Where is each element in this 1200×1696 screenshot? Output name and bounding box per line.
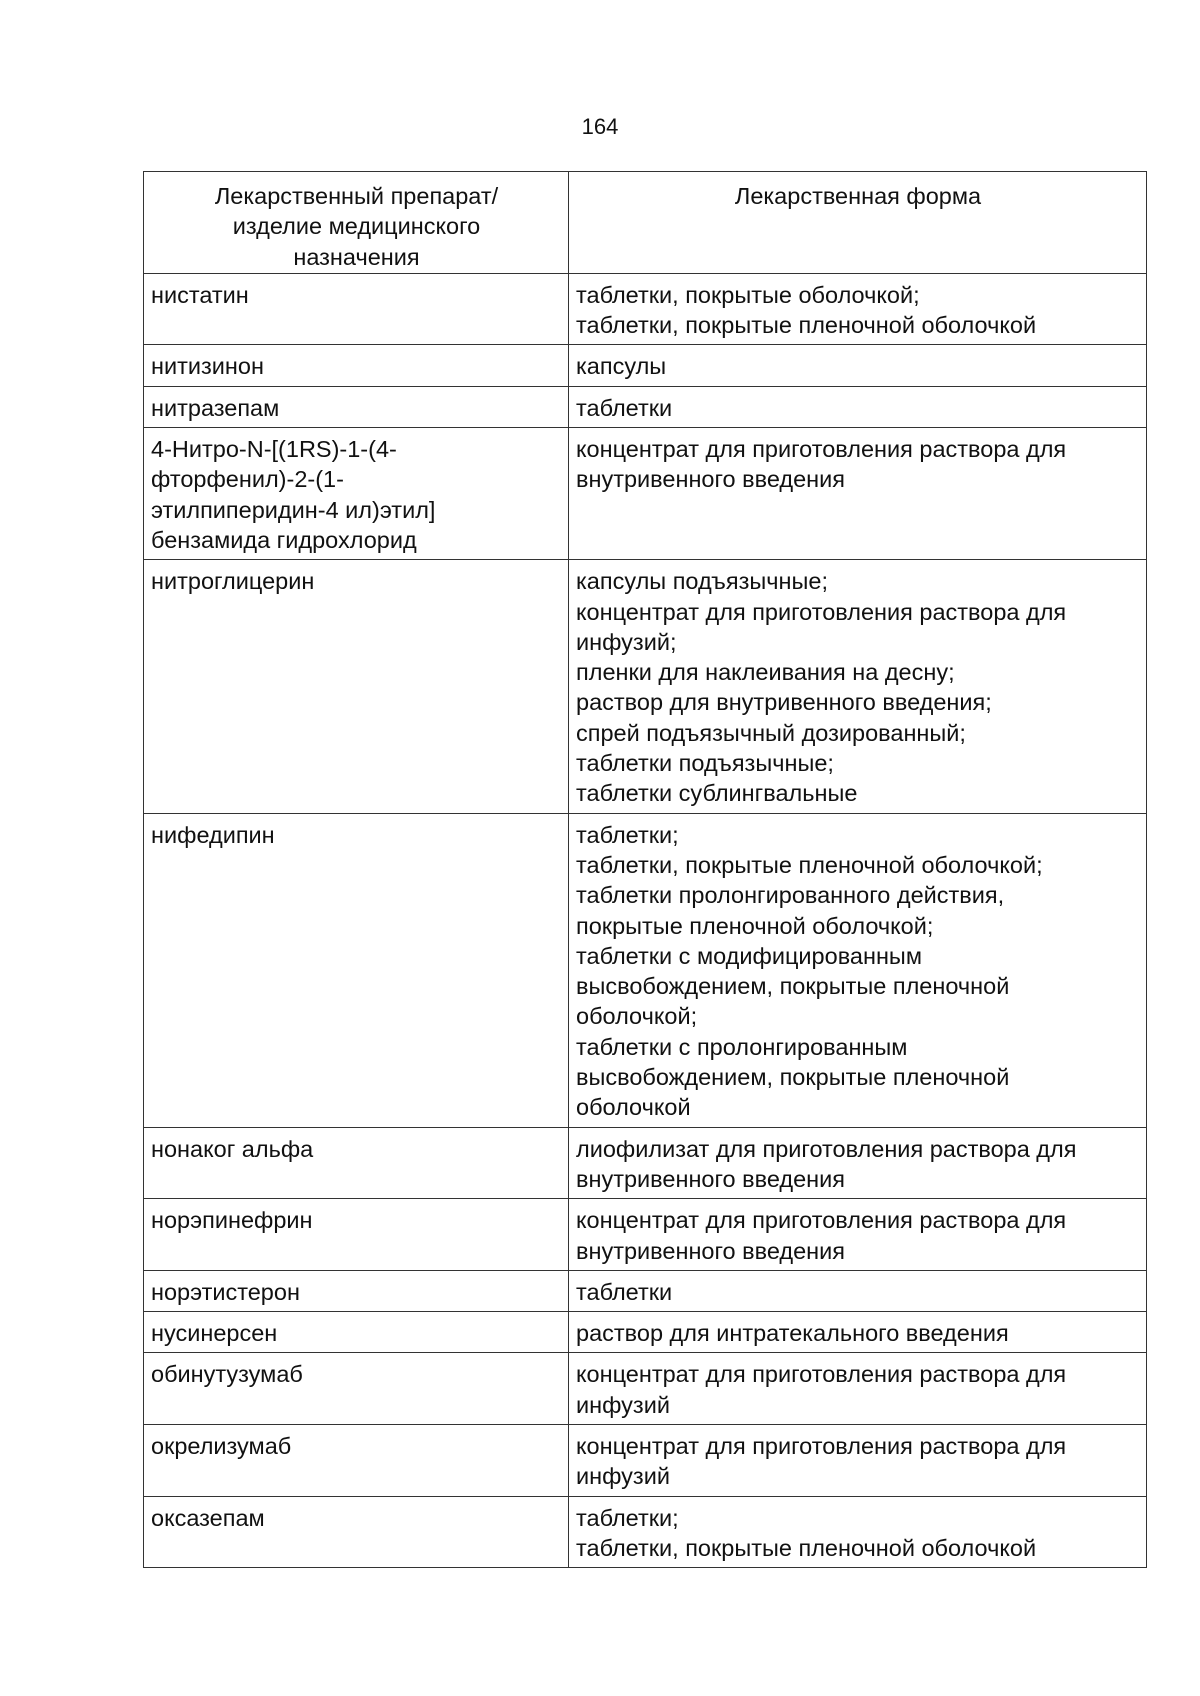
dosage-form-line: раствор для внутривенного введения; [576, 689, 992, 716]
drug-name-cell [144, 386, 569, 427]
dosage-form-cell [569, 1312, 1147, 1353]
dosage-form-cell [569, 1199, 1147, 1271]
table-body [144, 273, 1147, 1567]
dosage-form-line: покрытые пленочной оболочкой; [576, 912, 934, 939]
table-row [144, 1496, 1147, 1568]
dosage-form-line: внутривенного введения [576, 1237, 846, 1264]
table-row [144, 386, 1147, 427]
dosage-form-line: капсулы [576, 353, 667, 380]
dosage-form-cell [569, 1270, 1147, 1311]
header-line: Лекарственная форма [734, 183, 982, 209]
dosage-form-line: таблетки пролонгированного действия, [576, 882, 1005, 909]
drug-name-line: фторфенил)-2-(1- [151, 466, 344, 493]
drug-name-cell [144, 1127, 569, 1199]
table-row [144, 1199, 1147, 1271]
dosage-form-line: инфузий [576, 1391, 670, 1418]
dosage-form-line: таблетки; [576, 1504, 679, 1531]
drug-name-line: 4-Нитро-N-[(1RS)-1-(4- [151, 436, 397, 463]
drug-name-line: нитразепам [151, 394, 280, 421]
dosage-form-cell [569, 813, 1147, 1127]
drug-name-cell [144, 560, 569, 813]
drug-name-cell [144, 1199, 569, 1271]
dosage-form-line: спрей подъязычный дозированный; [576, 719, 966, 746]
dosage-form-line: таблетки, покрытые пленочной оболочкой [576, 312, 1037, 339]
dosage-form-line: таблетки [576, 1278, 673, 1305]
dosage-form-line: таблетки [576, 394, 673, 421]
dosage-form-line: концентрат для приготовления раствора для [576, 1361, 1067, 1388]
drug-name-cell [144, 273, 569, 345]
drug-name-line: нитизинон [151, 353, 264, 380]
header-line: назначения [293, 243, 420, 270]
drug-name-line: оксазепам [151, 1504, 265, 1531]
page-number: 164 [581, 114, 619, 139]
table-row [144, 345, 1147, 386]
table-row [144, 273, 1147, 345]
dosage-form-line: раствор для интратекального введения [576, 1320, 1009, 1347]
dosage-form-cell [569, 428, 1147, 560]
dosage-form-cell [569, 560, 1147, 813]
dosage-form-cell [569, 1127, 1147, 1199]
dosage-form-line: оболочкой; [576, 1003, 698, 1030]
table-row [144, 1270, 1147, 1311]
dosage-form-cell [569, 386, 1147, 427]
dosage-form-line: инфузий; [576, 628, 677, 655]
table-header [144, 172, 1147, 274]
header-line: Лекарственный препарат/ [214, 183, 499, 209]
dosage-form-line: таблетки с пролонгированным [576, 1033, 908, 1060]
drug-name-cell [144, 428, 569, 560]
header-drug [144, 172, 569, 274]
table-row [144, 1353, 1147, 1425]
drug-name-line: норэпинефрин [151, 1207, 313, 1234]
dosage-form-line: таблетки, покрытые оболочкой; [576, 281, 920, 308]
drug-name-line: нифедипин [151, 821, 275, 848]
table-row [144, 1312, 1147, 1353]
drug-name-line: нонаког альфа [151, 1135, 314, 1162]
drug-name-line: нусинерсен [151, 1320, 278, 1347]
header-row [144, 172, 1147, 274]
drug-forms-table [143, 171, 1147, 1568]
drug-name-line: обинутузумаб [151, 1361, 303, 1388]
dosage-form-line: таблетки подъязычные; [576, 750, 834, 777]
dosage-form-line: лиофилизат для приготовления раствора для [576, 1135, 1077, 1162]
dosage-form-line: высвобождением, покрытые пленочной [576, 1064, 1010, 1091]
drug-name-cell [144, 1496, 569, 1568]
dosage-form-line: таблетки с модифицированным [576, 942, 922, 969]
drug-name-line: нитроглицерин [151, 568, 315, 595]
dosage-form-line: высвобождением, покрытые пленочной [576, 973, 1010, 1000]
dosage-form-cell [569, 1424, 1147, 1496]
dosage-form-line: таблетки сублингвальные [576, 780, 858, 807]
drug-name-line: норэтистерон [151, 1278, 300, 1305]
dosage-form-cell [569, 273, 1147, 345]
dosage-form-cell [569, 1353, 1147, 1425]
drug-name-line: нистатин [151, 281, 249, 308]
drug-name-cell [144, 1424, 569, 1496]
dosage-form-line: инфузий [576, 1463, 670, 1490]
dosage-form-line: таблетки, покрытые пленочной оболочкой; [576, 851, 1043, 878]
drug-name-line: этилпиперидин-4 ил)этил] [151, 496, 436, 523]
drug-name-cell [144, 813, 569, 1127]
drug-name-line: окрелизумаб [151, 1432, 292, 1459]
drug-name-line: бензамида гидрохлорид [151, 526, 417, 553]
drug-name-cell [144, 1312, 569, 1353]
table-row [144, 1424, 1147, 1496]
drug-name-cell [144, 1270, 569, 1311]
dosage-form-line: концентрат для приготовления раствора для [576, 598, 1067, 625]
table-row [144, 560, 1147, 813]
header-line: изделие медицинского [232, 213, 481, 240]
header-form [569, 172, 1147, 274]
table-row [144, 428, 1147, 560]
table-row [144, 1127, 1147, 1199]
dosage-form-line: концентрат для приготовления раствора для [576, 436, 1067, 463]
dosage-form-cell [569, 1496, 1147, 1568]
dosage-form-line: пленки для наклеивания на десну; [576, 659, 955, 686]
dosage-form-line: внутривенного введения [576, 466, 846, 493]
dosage-form-line: концентрат для приготовления раствора для [576, 1432, 1067, 1459]
dosage-form-line: капсулы подъязычные; [576, 568, 828, 595]
dosage-form-line: таблетки; [576, 821, 679, 848]
dosage-form-line: таблетки, покрытые пленочной оболочкой [576, 1534, 1037, 1561]
dosage-form-line: концентрат для приготовления раствора для [576, 1207, 1067, 1234]
dosage-form-line: внутривенного введения [576, 1165, 846, 1192]
drug-name-cell [144, 345, 569, 386]
drug-name-cell [144, 1353, 569, 1425]
dosage-form-cell [569, 345, 1147, 386]
dosage-form-line: оболочкой [576, 1094, 691, 1121]
table-row [144, 813, 1147, 1127]
